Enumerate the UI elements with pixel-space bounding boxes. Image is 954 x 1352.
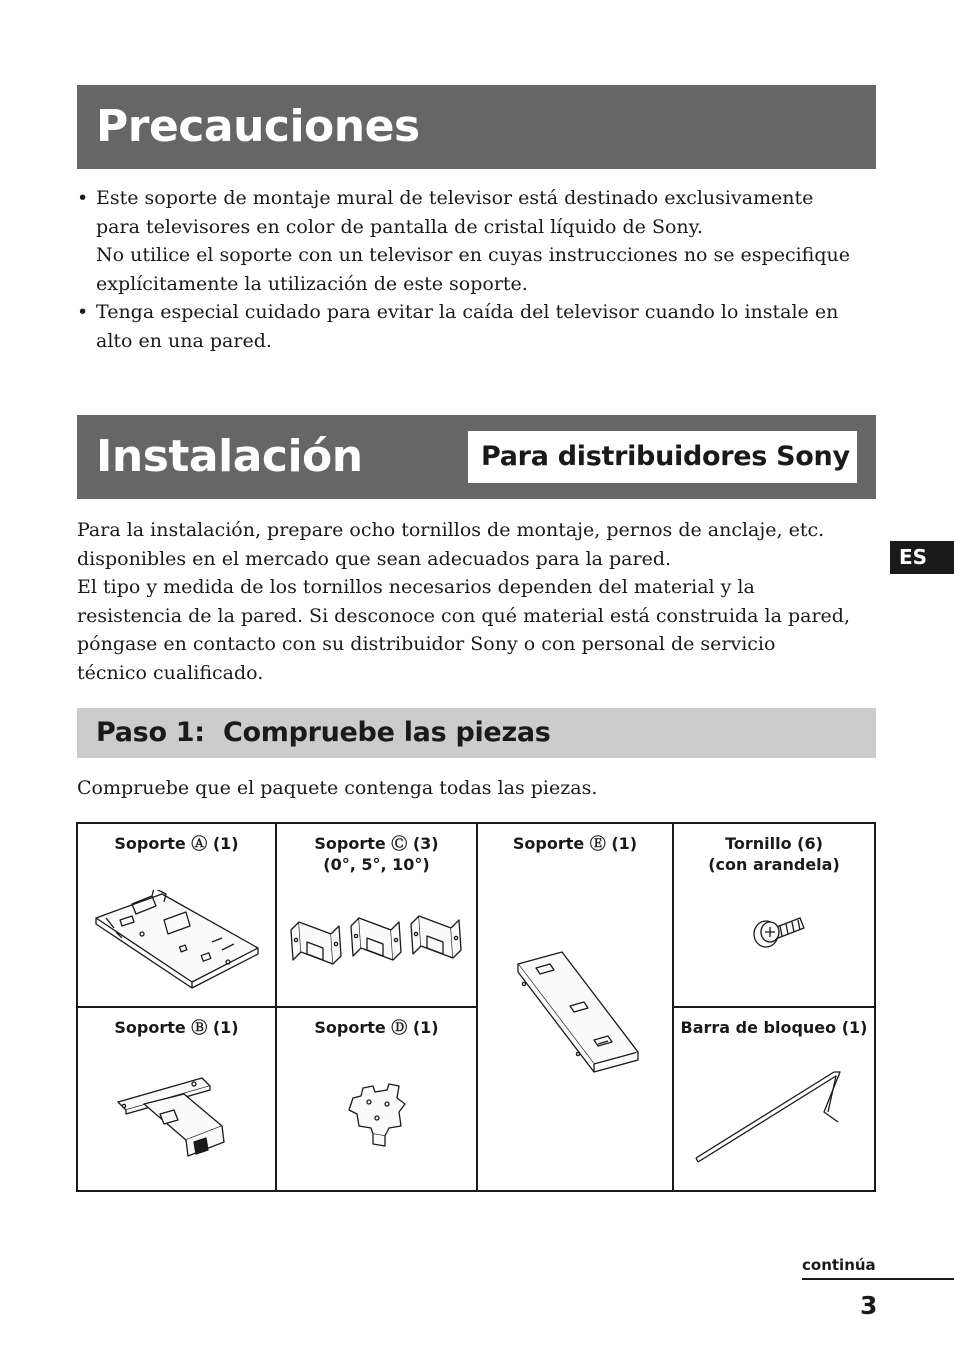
paragraph-line: El tipo y medida de los tornillos necesarios dependen del material y la — [77, 576, 755, 598]
precaution-list — [77, 184, 877, 355]
page-number: 3 — [860, 1291, 878, 1320]
precaution-line: No utilice el soporte con un televisor en cuyas instrucciones no se especifique — [96, 244, 850, 266]
lock-bar-icon — [692, 1060, 862, 1170]
instalacion-title: Instalación — [96, 431, 363, 482]
part-label: Soporte Ⓐ (1) — [114, 834, 239, 853]
part-label-line: (con arandela) — [708, 855, 840, 874]
instalacion-header — [77, 415, 876, 499]
part-cell-bracket-c — [277, 824, 476, 1006]
part-label — [674, 833, 874, 875]
bracket-d-icon — [343, 1082, 413, 1152]
part-label-line: Soporte Ⓒ (3) — [314, 834, 439, 853]
part-label: Barra de bloqueo (1) — [680, 1018, 868, 1037]
bullet-marker: • — [77, 187, 89, 209]
paragraph-line: resistencia de la pared. Si desconoce con qué material está construida la pared, — [77, 604, 850, 627]
paragraph-line: técnico cualificado. — [77, 661, 264, 684]
precaution-line: Este soporte de montaje mural de televisor está destinado exclusivamente — [96, 187, 814, 209]
precaution-line: alto en una pared. — [96, 329, 272, 352]
part-cell-screw — [674, 824, 874, 1006]
part-label-line: (0°, 5°, 10°) — [323, 855, 430, 874]
bracket-c-icon — [287, 908, 467, 978]
bullet-marker: • — [77, 301, 89, 323]
paragraph-line: póngase en contacto con su distribuidor Sony o con personal de servicio — [77, 633, 776, 655]
dealer-badge: Para distribuidores Sony — [468, 431, 857, 483]
bracket-e-icon — [514, 948, 654, 1088]
part-cell-bracket-b — [78, 1008, 275, 1190]
part-label: Soporte Ⓓ (1) — [314, 1018, 439, 1037]
precauciones-title: Precauciones — [96, 101, 420, 152]
screw-icon — [748, 910, 808, 954]
part-cell-bracket-d — [277, 1008, 476, 1190]
language-tab: ES — [890, 541, 954, 574]
continued-label: continúa — [802, 1256, 876, 1274]
step1-intro: Compruebe que el paquete contenga todas las piezas. — [77, 777, 598, 799]
part-label: Soporte Ⓑ (1) — [114, 1018, 239, 1037]
paragraph-line: Para la instalación, prepare ocho tornillos de montaje, pernos de anclaje, etc. — [77, 519, 825, 541]
part-label — [277, 833, 476, 875]
instalacion-paragraph — [77, 516, 877, 687]
bracket-a-icon — [92, 890, 262, 990]
precaution-line: Tenga especial cuidado para evitar la caída del televisor cuando lo instale en — [96, 301, 839, 323]
precaution-item — [77, 184, 877, 298]
footer-divider — [802, 1278, 954, 1280]
step1-header: Paso 1: Compruebe las piezas — [77, 708, 876, 758]
part-cell-bracket-a — [78, 824, 275, 1006]
precaution-line: para televisores en color de pantalla de cristal líquido de Sony. — [96, 215, 703, 238]
precaution-item — [77, 298, 877, 355]
precauciones-header — [77, 85, 876, 169]
part-label: Soporte Ⓔ (1) — [512, 834, 638, 853]
part-cell-lock-bar — [674, 1008, 874, 1190]
paragraph-line: disponibles en el mercado que sean adecuados para la pared. — [77, 547, 672, 570]
bracket-b-icon — [114, 1074, 244, 1164]
part-label-line: Tornillo (6) — [725, 834, 823, 853]
part-cell-bracket-e — [478, 824, 672, 1190]
precaution-line: explícitamente la utilización de este soporte. — [96, 272, 528, 295]
parts-table — [76, 822, 876, 1192]
